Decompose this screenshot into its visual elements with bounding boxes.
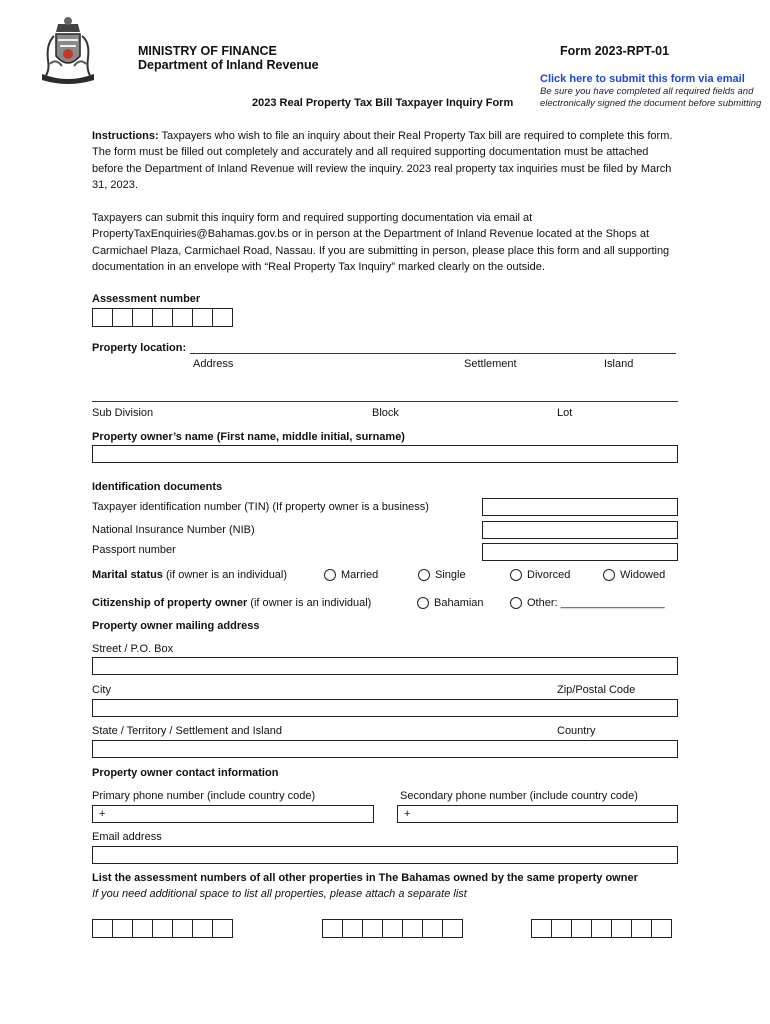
email-label: Email address <box>92 831 162 843</box>
radio-widowed[interactable] <box>603 569 615 581</box>
assessment-number-label: Assessment number <box>92 293 201 305</box>
mailing-address-heading: Property owner mailing address <box>92 620 260 632</box>
property-location-line-2[interactable] <box>92 401 678 402</box>
citizenship-title: Citizenship of property owner <box>92 597 248 609</box>
department-title: Department of Inland Revenue <box>138 58 319 72</box>
block-caption: Block <box>372 407 399 419</box>
street-label: Street / P.O. Box <box>92 643 174 655</box>
primary-phone-field[interactable] <box>92 805 374 823</box>
nib-field[interactable] <box>482 521 678 539</box>
marital-status-qualifier: (if owner is an individual) <box>162 569 288 581</box>
street-field[interactable] <box>92 657 678 675</box>
primary-phone-plus: + <box>99 808 106 820</box>
island-caption: Island <box>604 358 634 370</box>
radio-divorced[interactable] <box>510 569 522 581</box>
primary-phone-label: Primary phone number (include country code) <box>92 790 316 802</box>
citizenship-label <box>92 597 371 609</box>
state-label: State / Territory / Settlement and Island <box>92 725 282 737</box>
email-field[interactable] <box>92 846 678 864</box>
state-country-field[interactable] <box>92 740 678 758</box>
other-assessment-input-1[interactable] <box>92 919 233 938</box>
secondary-phone-plus: + <box>404 808 411 820</box>
identification-heading: Identification documents <box>92 481 223 493</box>
form-number: Form 2023-RPT-01 <box>560 44 670 58</box>
tin-label: Taxpayer identification number (TIN) (If property owner is a business) <box>92 501 429 513</box>
option-single-label: Single <box>435 569 466 581</box>
option-other-label[interactable]: Other: _________________ <box>527 597 665 609</box>
ministry-title: MINISTRY OF FINANCE <box>138 44 277 58</box>
marital-status-label <box>92 569 287 581</box>
passport-label: Passport number <box>92 544 176 556</box>
citizenship-qualifier: (if owner is an individual) <box>247 597 372 609</box>
radio-bahamian[interactable] <box>417 597 429 609</box>
nib-label: National Insurance Number (NIB) <box>92 524 255 536</box>
instructions-paragraph <box>92 128 682 194</box>
option-divorced-label: Divorced <box>527 569 571 581</box>
address-caption: Address <box>193 358 234 370</box>
tin-field[interactable] <box>482 498 678 516</box>
passport-field[interactable] <box>482 543 678 561</box>
radio-married[interactable] <box>324 569 336 581</box>
form-title: 2023 Real Property Tax Bill Taxpayer Inquiry Form <box>252 97 514 109</box>
property-location-label: Property location: <box>92 342 187 354</box>
secondary-phone-label: Secondary phone number (include country code) <box>400 790 638 802</box>
subdivision-caption: Sub Division <box>92 407 154 419</box>
assessment-number-input[interactable] <box>92 308 233 327</box>
owner-name-field[interactable] <box>92 445 678 463</box>
marital-status-title: Marital status <box>92 569 163 581</box>
other-assessment-input-2[interactable] <box>322 919 463 938</box>
city-zip-field[interactable] <box>92 699 678 717</box>
option-bahamian-label: Bahamian <box>434 597 484 609</box>
city-label: City <box>92 684 111 696</box>
instructions-label: Instructions: <box>92 130 159 142</box>
contact-heading: Property owner contact information <box>92 767 279 779</box>
country-label: Country <box>557 725 596 737</box>
secondary-phone-field[interactable] <box>397 805 678 823</box>
zip-label: Zip/Postal Code <box>557 684 636 696</box>
instructions-text: Taxpayers who wish to file an inquiry about their Real Property Tax bill are required to complete this form. The form must be filled out completely and accurately and all required supporting documentation must be attached before the Department of Inland Revenue will review the inquiry. 2023 real property tax inquiries must be filed by March 31, 2023. <box>92 130 673 192</box>
other-properties-note: If you need additional space to list all properties, please attach a separate list <box>92 888 467 900</box>
option-widowed-label: Widowed <box>620 569 666 581</box>
radio-other[interactable] <box>510 597 522 609</box>
owner-name-label: Property owner’s name (First name, middle initial, surname) <box>92 431 405 443</box>
submit-email-link[interactable]: Click here to submit this form via email <box>540 73 745 85</box>
other-properties-heading: List the assessment numbers of all other properties in The Bahamas owned by the same property owner <box>92 872 638 884</box>
submit-note: Be sure you have completed all required fields and electronically signed the document before submitting <box>540 86 762 109</box>
property-location-line-1[interactable] <box>190 353 676 354</box>
other-assessment-input-3[interactable] <box>531 919 672 938</box>
lot-caption: Lot <box>557 407 573 419</box>
coat-of-arms-icon <box>36 14 100 84</box>
submission-paragraph: Taxpayers can submit this inquiry form and required supporting documentation via email at PropertyTaxEnquiries@Bahamas.gov.bs or in person at the Department of Inland Revenue located at the Shops at Carmichael Plaza, Carmichael Road, Nassau. If you are submitting in person, please place this form and all supporting documentation in an envelope with “Real Property Tax Inquiry” marked clearly on the outside. <box>92 212 670 274</box>
settlement-caption: Settlement <box>464 358 517 370</box>
radio-single[interactable] <box>418 569 430 581</box>
option-married-label: Married <box>341 569 379 581</box>
